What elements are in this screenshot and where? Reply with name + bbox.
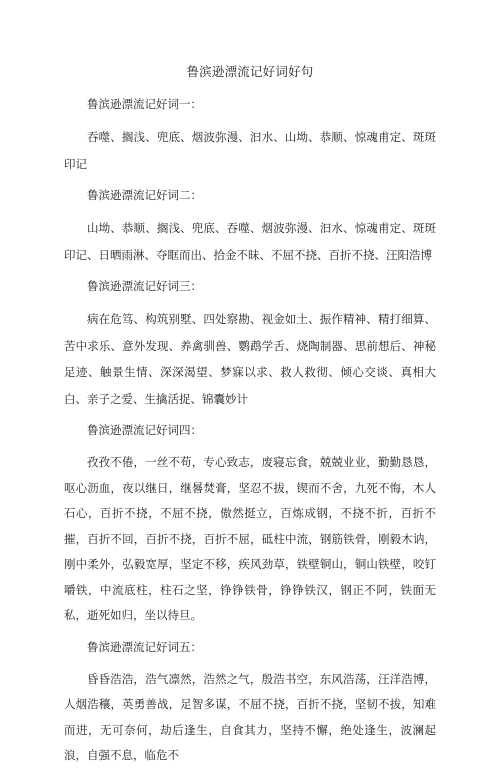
section-heading-3: 鲁滨逊漂流记好词三： — [87, 279, 202, 293]
document-title: 鲁滨逊漂流记好词好句 — [186, 64, 314, 79]
section-heading-1: 鲁滨逊漂流记好词一： — [87, 97, 202, 111]
section-heading-2: 鲁滨逊漂流记好词二： — [87, 188, 202, 202]
section-heading-5: 鲁滨逊漂流记好词五： — [87, 639, 202, 654]
section-heading-4: 鲁滨逊漂流记好词四： — [87, 423, 202, 437]
section-text-2: 山坳、恭顺、搁浅、兜底、吞噬、烟波弥漫、汩水、惊魂甫定、斑斑印记、日晒雨淋、夺眶而出、拾金不昧、不屈不挠、百折不挠、汪阳浩博 — [64, 221, 436, 262]
section-text-5: 昏昏浩浩，浩气凛然，浩然之气，殷浩书空，东风浩荡，汪洋浩博，人烟浩穰，英勇善战，足智多谋，不屈不挠，百折不挠，坚韧不拔，知难而进，无可奈何，劫后逢生，自食其力，坚持不懈，绝处逢生，波澜起浪，自强不息，临危不 — [64, 671, 436, 762]
section-text-1: 吞噬、搁浅、兜底、烟波弥漫、汩水、山坳、恭顺、惊魂甫定、斑斑印记 — [64, 130, 436, 171]
section-text-4: 孜孜不倦，一丝不苟，专心致志，废寝忘食，兢兢业业，勤勤恳恳，呕心沥血，夜以继日，继晷焚膏，坚忍不拔，锲而不舍，九死不悔，木人石心，百折不挠，不屈不挠，傲然挺立，百炼成钢，不挠不折，百折不摧，百折不回，百折不挠，百折不屈，砥柱中流，钢筋铁骨，刚毅木讷，刚中柔外，弘毅宽厚，坚定不移，疾风劲草，铁壁铜山，铜山铁壁，咬钉嚼铁，中流底柱，柱石之坚，铮铮铁骨，铮铮铁汉，钢正不阿，铁面无私，逝死如归，坐以待旦。 — [64, 455, 436, 622]
section-text-3: 病在危笃、构筑别墅、四处察勘、视金如土、振作精神、精打细算、苦中求乐、意外发现、养禽驯兽、鹦鹉学舌、烧陶制器、思前想后、神秘足迹、触景生情、深深渴望、梦寐以求、救人救彻、倾心交谈、真相大白、亲子之爱、生擒活捉、锦囊妙计 — [64, 312, 436, 406]
